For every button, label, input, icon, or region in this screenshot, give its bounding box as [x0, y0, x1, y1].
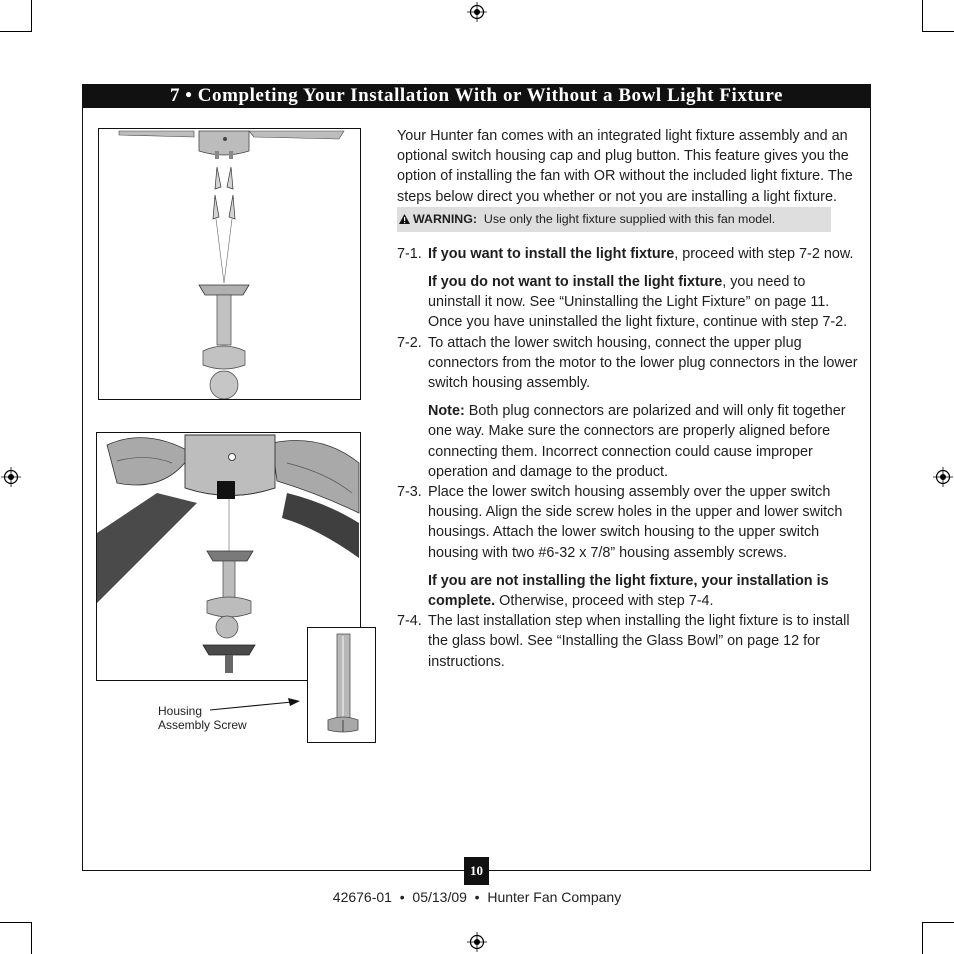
figure-caption: [158, 704, 247, 732]
step-text: Place the lower switch housing assembly over the upper switch housing. Align the side screw holes in the upper and lower switch housings. Attach the lower switch housing to the upper switch housing with two #6-32 x 7/8” housing assembly screws.: [428, 484, 843, 561]
step-7-1: [397, 244, 859, 264]
step-sub-bold: Note:: [428, 403, 465, 420]
step-7-2: [397, 333, 859, 394]
step-sub-text: Both plug connectors are polarized and will only fit together one way. Make sure the connectors are properly aligned before connecting them. Incorrect connection could cause improper operation and damage to the product.: [428, 403, 846, 480]
instructions-column: [397, 126, 859, 680]
step-bold: If you want to install the light fixture: [428, 245, 675, 262]
step-sub-text: Otherwise, proceed with step 7-4.: [495, 593, 714, 610]
registration-mark-icon: [467, 2, 487, 22]
figure-screw-detail: [307, 627, 376, 743]
intro-paragraph: Your Hunter fan comes with an integrated light fixture assembly and an optional switch housing cap and plug button. This feature gives you the option of installing the fan with OR without the included light fixture. The steps below direct you whether or not you are installing a light fixture.: [397, 128, 853, 205]
step-number: 7-3.: [397, 484, 422, 501]
registration-mark-icon: [467, 932, 487, 952]
page-number: 10: [464, 857, 489, 885]
caption-line-1: Housing: [158, 704, 203, 718]
step-sub-bold: If you do not want to install the light fixture: [428, 274, 723, 291]
crop-mark: [922, 922, 923, 954]
step-number: 7-1.: [397, 245, 422, 262]
warning-triangle-icon: [399, 214, 410, 224]
crop-mark: [922, 0, 923, 32]
step-text: To attach the lower switch housing, connect the upper plug connectors from the motor to the lower plug connectors in the lower switch housing assembly.: [428, 334, 858, 392]
figure-plug-connectors: [98, 128, 361, 400]
caption-line-2: Assembly Screw: [158, 718, 247, 732]
step-sub-bold: If you are not installing the light fixture, your installation is complete.: [428, 572, 829, 610]
warning-label: WARNING:: [413, 211, 478, 226]
registration-mark-icon: [1, 467, 21, 487]
step-7-1-sub: [397, 272, 859, 333]
crop-mark: [0, 31, 32, 32]
step-7-3: [397, 482, 859, 563]
warning-box: [397, 207, 831, 232]
crop-mark: [31, 0, 32, 32]
warning-text: Use only the light fixture supplied with this fan model.: [483, 211, 776, 226]
footer: 42676-01 • 05/13/09 • Hunter Fan Company: [332, 889, 622, 905]
crop-mark: [31, 922, 32, 954]
step-number: 7-4.: [397, 613, 422, 630]
section-title: 7 • Completing Your Installation With or Without a Bowl Light Fixture: [82, 84, 871, 108]
step-7-4: [397, 611, 859, 672]
crop-mark: [922, 31, 954, 32]
registration-mark-icon: [933, 467, 953, 487]
step-sub-text: , you need to uninstall it now. See “Uninstalling the Light Fixture” on page 11. Once you have uninstalled the light fixture, continue with step 7-2.: [428, 274, 848, 331]
step-7-2-note: [397, 401, 859, 482]
crop-mark: [922, 922, 954, 923]
step-text: The last installation step when installing the light fixture is to install the glass bowl. See “Installing the Glass Bowl” on page 12 for instructions.: [428, 613, 850, 670]
step-text: , proceed with step 7-2 now.: [674, 245, 854, 262]
step-number: 7-2.: [397, 334, 422, 351]
crop-mark: [0, 922, 32, 923]
step-7-3-sub: [397, 571, 859, 611]
